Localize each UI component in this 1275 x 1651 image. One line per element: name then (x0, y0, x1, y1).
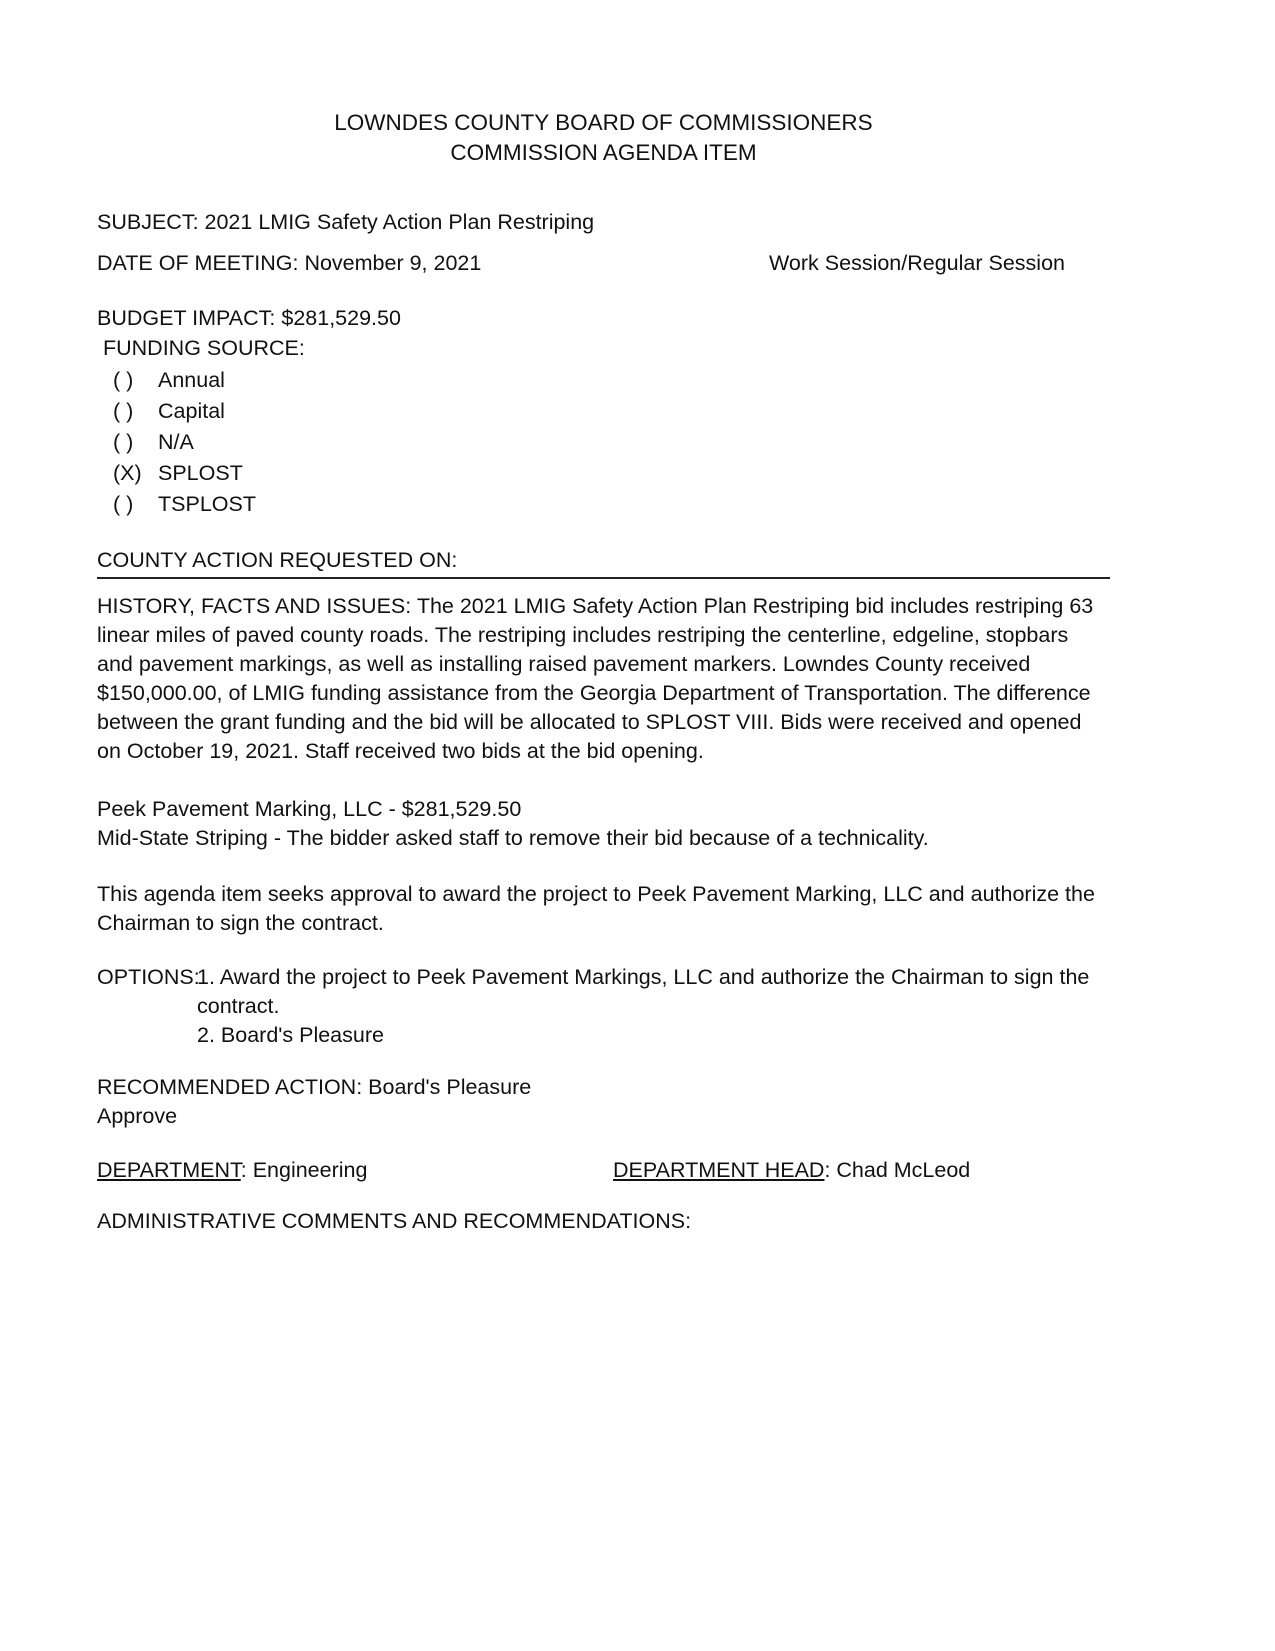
funding-option-na (113, 428, 1110, 457)
checkbox-mark: ( ) (113, 430, 134, 454)
date-session-row (97, 249, 1110, 278)
funding-option-tsplost (113, 490, 1110, 519)
funding-option-label: SPLOST (158, 461, 243, 485)
history-facts-paragraph: HISTORY, FACTS AND ISSUES: The 2021 LMIG Safety Action Plan Restriping bid includes restriping 63 linear miles of paved county roads. The restriping includes restriping the centerline, edgeline, stopbars and pavement markings, as well as installing raised pavement markers. Lowndes County received $150,000.00, of LMIG funding assistance from the Georgia Department of Transportation. The difference between the grant funding and the bid will be allocated to SPLOST VIII. Bids were received and opened on October 19, 2021. Staff received two bids at the bid opening. (97, 594, 1094, 763)
session-type: Work Session/Regular Session (769, 251, 1065, 275)
department-label: DEPARTMENT (97, 1158, 241, 1182)
option-1: 1. Award the project to Peek Pavement Markings, LLC and authorize the Chairman to sign the contract. (197, 965, 1090, 1018)
approve-line: Approve (97, 1104, 178, 1128)
options-label: OPTIONS: (97, 965, 200, 989)
funding-option-label: Annual (158, 368, 225, 392)
document-title-line1: LOWNDES COUNTY BOARD OF COMMISSIONERS (334, 110, 873, 135)
funding-option-splost (113, 459, 1110, 488)
department-value: : Engineering (240, 1158, 368, 1182)
checkbox-mark: ( ) (113, 368, 134, 392)
recommended-action-line: RECOMMENDED ACTION: Board's Pleasure (97, 1075, 532, 1099)
subject-line: SUBJECT: 2021 LMIG Safety Action Plan Restriping (97, 210, 595, 234)
department-row (97, 1156, 1110, 1185)
department-field (97, 1156, 613, 1185)
budget-impact-line: BUDGET IMPACT: $281,529.50 (97, 306, 401, 330)
options-list (197, 963, 1097, 1050)
funding-option-label: Capital (158, 399, 225, 423)
bid-line-midstate: Mid-State Striping - The bidder asked staff to remove their bid because of a technicality. (97, 826, 929, 850)
approval-paragraph: This agenda item seeks approval to award the project to Peek Pavement Marking, LLC and authorize the Chairman to sign the contract. (97, 882, 1095, 935)
document-title-block (97, 108, 1110, 168)
options-section (97, 963, 1110, 1050)
funding-option-capital (113, 397, 1110, 426)
department-head-label: DEPARTMENT HEAD (613, 1158, 825, 1182)
department-head-field (613, 1156, 970, 1185)
admin-comments-heading: ADMINISTRATIVE COMMENTS AND RECOMMENDATIONS: (97, 1209, 692, 1233)
document-title-line2: COMMISSION AGENDA ITEM (450, 140, 757, 165)
checkbox-mark: ( ) (113, 399, 134, 423)
option-2: 2. Board's Pleasure (197, 1023, 384, 1047)
funding-options-list (113, 366, 1110, 519)
funding-option-label: N/A (158, 430, 194, 454)
county-action-heading: COUNTY ACTION REQUESTED ON: (97, 546, 1110, 579)
checkbox-mark: ( ) (113, 492, 134, 516)
department-head-value: : Chad McLeod (824, 1158, 971, 1182)
funding-source-label: FUNDING SOURCE: (103, 336, 305, 360)
funding-option-label: TSPLOST (158, 492, 256, 516)
funding-option-annual (113, 366, 1110, 395)
checkbox-mark-checked: (X) (113, 461, 142, 485)
date-of-meeting: DATE OF MEETING: November 9, 2021 (97, 251, 482, 275)
bid-line-peek: Peek Pavement Marking, LLC - $281,529.50 (97, 797, 522, 821)
bids-block (97, 795, 1110, 853)
